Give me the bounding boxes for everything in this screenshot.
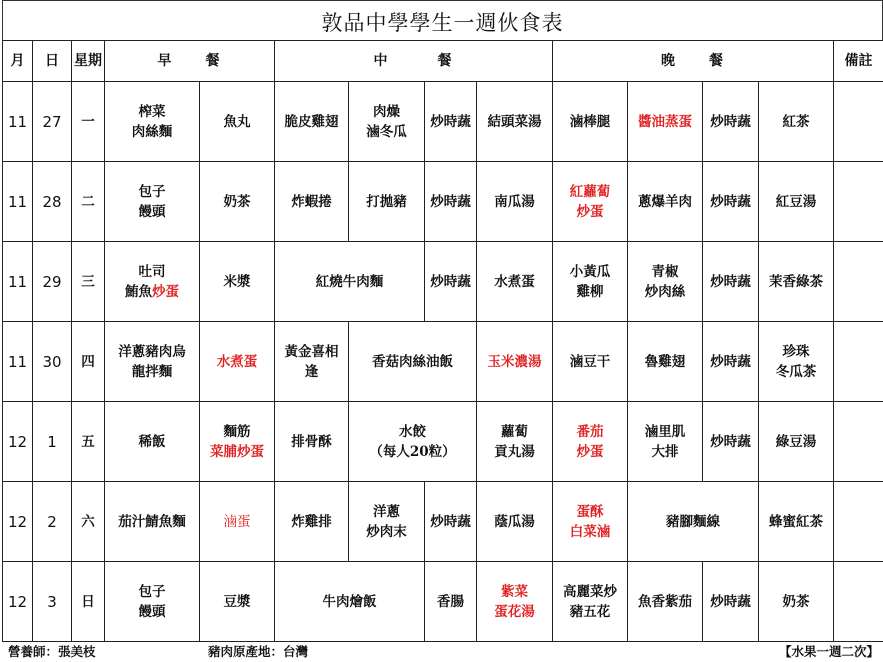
- dinner-vegetable: 炒時蔬: [703, 402, 759, 482]
- breakfast-main-line-1: 吐司: [138, 263, 166, 280]
- lunch-dish-1: 炸蝦捲: [275, 162, 349, 242]
- table-row: [3, 322, 883, 402]
- cell-month: 12: [3, 402, 33, 482]
- cell-weekday: 日: [72, 562, 105, 642]
- cell-notes: [834, 562, 883, 642]
- cell-day: 27: [33, 82, 72, 162]
- cell-weekday: 四: [72, 322, 105, 402]
- breakfast-main: 包子 饅頭: [105, 162, 200, 242]
- menu-sheet: [2, 0, 883, 659]
- dinner-drink: 紅茶: [759, 82, 834, 162]
- dinner-drink: 紅豆湯: [759, 162, 834, 242]
- cell-month: 12: [3, 482, 33, 562]
- header-row: [3, 41, 883, 82]
- dinner-drink: 綠豆湯: [759, 402, 834, 482]
- dinner-dish-combined: 豬腳麵線: [628, 482, 759, 562]
- breakfast-main: 榨菜 肉絲麵: [105, 82, 200, 162]
- cell-month: 11: [3, 322, 33, 402]
- cell-notes: [834, 242, 883, 322]
- dinner-vegetable: 炒時蔬: [703, 82, 759, 162]
- dinner-dish-2: 青椒 炒肉絲: [628, 242, 703, 322]
- breakfast-side: [200, 402, 275, 482]
- breakfast-main-line-2a: 鮪魚: [125, 283, 152, 300]
- dinner-dish-1: 小黃瓜 雞柳: [553, 242, 628, 322]
- lunch-soup: 紫菜 蛋花湯: [477, 562, 553, 642]
- dinner-dish-1: 高麗菜炒 豬五花: [553, 562, 628, 642]
- header-dinner: 晚 餐: [553, 41, 834, 82]
- table-row: [3, 162, 883, 242]
- cell-weekday: 二: [72, 162, 105, 242]
- cell-month: 12: [3, 562, 33, 642]
- lunch-dish-1: 脆皮雞翅: [275, 82, 349, 162]
- lunch-vegetable: 炒時蔬: [425, 482, 477, 562]
- lunch-dish-2: 洋蔥 炒肉末: [349, 482, 425, 562]
- breakfast-main: [105, 242, 200, 322]
- cell-day: 29: [33, 242, 72, 322]
- breakfast-side: 滷蛋: [200, 482, 275, 562]
- nutritionist-label: 營養師：張美枝: [8, 644, 96, 659]
- breakfast-main: 包子 饅頭: [105, 562, 200, 642]
- breakfast-side-line-2: 菜脯炒蛋: [210, 443, 264, 460]
- dinner-dish-1: 滷豆干: [553, 322, 628, 402]
- cell-day: 1: [33, 402, 72, 482]
- lunch-dish-combined: 水餃 （每人20粒）: [349, 402, 477, 482]
- header-weekday: 星期: [72, 41, 105, 82]
- cell-weekday: 一: [72, 82, 105, 162]
- dinner-drink: 珍珠 冬瓜茶: [759, 322, 834, 402]
- breakfast-side: 豆漿: [200, 562, 275, 642]
- dinner-dish-2: 蔥爆羊肉: [628, 162, 703, 242]
- cell-day: 28: [33, 162, 72, 242]
- table-row: [3, 242, 883, 322]
- dinner-vegetable: 炒時蔬: [703, 242, 759, 322]
- cell-notes: [834, 482, 883, 562]
- cell-day: 30: [33, 322, 72, 402]
- breakfast-side: 水煮蛋: [200, 322, 275, 402]
- lunch-dish-1: 黃金喜相 逢: [275, 322, 349, 402]
- header-month: 月: [3, 41, 33, 82]
- lunch-dish-combined: 香菇肉絲油飯: [349, 322, 477, 402]
- page-title: 敦品中學學生一週伙食表: [2, 0, 883, 40]
- cell-day: 2: [33, 482, 72, 562]
- header-day: 日: [33, 41, 72, 82]
- lunch-soup: 結頭菜湯: [477, 82, 553, 162]
- cell-notes: [834, 162, 883, 242]
- breakfast-side: 奶茶: [200, 162, 275, 242]
- breakfast-main: 洋蔥豬肉烏 龍拌麵: [105, 322, 200, 402]
- cell-month: 11: [3, 82, 33, 162]
- breakfast-main: 茄汁鯖魚麵: [105, 482, 200, 562]
- dinner-vegetable: 炒時蔬: [703, 162, 759, 242]
- breakfast-main-line-2b: 炒蛋: [152, 283, 179, 300]
- dinner-dish-1: 蛋酥 白菜滷: [553, 482, 628, 562]
- lunch-vegetable: 炒時蔬: [425, 242, 477, 322]
- cell-notes: [834, 82, 883, 162]
- lunch-dish-1: 炸雞排: [275, 482, 349, 562]
- cell-month: 11: [3, 242, 33, 322]
- lunch-vegetable: 香腸: [425, 562, 477, 642]
- dinner-dish-2: 魚香紫茄: [628, 562, 703, 642]
- lunch-soup: 玉米濃湯: [477, 322, 553, 402]
- breakfast-side: 米漿: [200, 242, 275, 322]
- lunch-soup: 南瓜湯: [477, 162, 553, 242]
- lunch-dish-2: 打拋豬: [349, 162, 425, 242]
- dinner-dish-2: 滷里肌 大排: [628, 402, 703, 482]
- dinner-dish-2: 醬油蒸蛋: [628, 82, 703, 162]
- cell-weekday: 六: [72, 482, 105, 562]
- cell-notes: [834, 402, 883, 482]
- cell-weekday: 五: [72, 402, 105, 482]
- fruit-frequency-label: 【水果一週二次】: [778, 644, 879, 659]
- menu-table: [2, 40, 883, 642]
- lunch-dish-2: 肉燥 滷冬瓜: [349, 82, 425, 162]
- lunch-vegetable: 炒時蔬: [425, 162, 477, 242]
- footer: [2, 642, 883, 662]
- dinner-drink: 茉香綠茶: [759, 242, 834, 322]
- cell-day: 3: [33, 562, 72, 642]
- table-row: [3, 402, 883, 482]
- table-row: [3, 82, 883, 162]
- dinner-dish-1: 滷棒腿: [553, 82, 628, 162]
- lunch-soup: 蔭瓜湯: [477, 482, 553, 562]
- header-notes: 備註: [834, 41, 883, 82]
- table-row: [3, 562, 883, 642]
- lunch-dish-combined: 牛肉燴飯: [275, 562, 425, 642]
- cell-month: 11: [3, 162, 33, 242]
- pork-origin-label: 豬肉原產地：台灣: [208, 644, 309, 659]
- lunch-vegetable: 炒時蔬: [425, 82, 477, 162]
- header-lunch: 中 餐: [275, 41, 553, 82]
- dinner-dish-2: 魯雞翅: [628, 322, 703, 402]
- breakfast-main: 稀飯: [105, 402, 200, 482]
- dinner-vegetable: 炒時蔬: [703, 322, 759, 402]
- dinner-dish-1: 紅蘿蔔 炒蛋: [553, 162, 628, 242]
- table-row: [3, 482, 883, 562]
- cell-notes: [834, 322, 883, 402]
- dinner-vegetable: 炒時蔬: [703, 562, 759, 642]
- lunch-dish-1: 排骨酥: [275, 402, 349, 482]
- lunch-dish-combined: 紅燒牛肉麵: [275, 242, 425, 322]
- header-breakfast: 早 餐: [105, 41, 275, 82]
- breakfast-side: 魚丸: [200, 82, 275, 162]
- dinner-drink: 奶茶: [759, 562, 834, 642]
- breakfast-side-line-1: 麵筋: [223, 423, 251, 440]
- lunch-soup: 水煮蛋: [477, 242, 553, 322]
- cell-weekday: 三: [72, 242, 105, 322]
- lunch-soup: 蘿蔔 貢丸湯: [477, 402, 553, 482]
- dinner-drink: 蜂蜜紅茶: [759, 482, 834, 562]
- dinner-dish-1: 番茄 炒蛋: [553, 402, 628, 482]
